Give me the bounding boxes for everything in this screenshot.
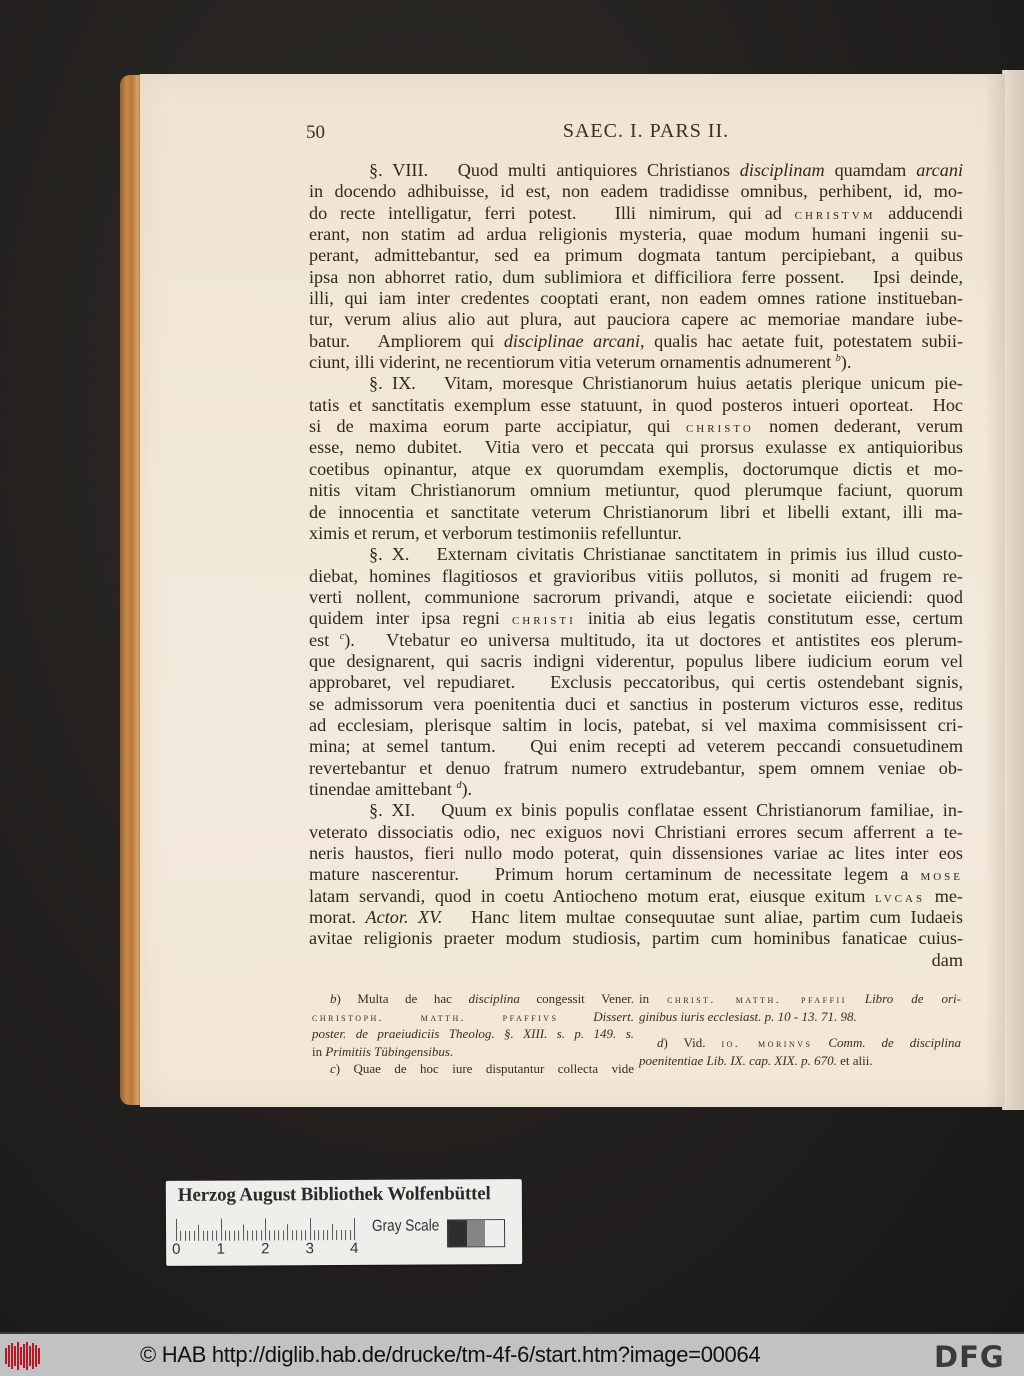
ruler-tick xyxy=(234,1231,235,1241)
text-line: dam xyxy=(931,949,963,970)
ruler-tick xyxy=(327,1230,328,1240)
text-line: diebat, homines flagitiosos et gravioribus vitiis pollutos, si moniti ad frugem re- xyxy=(309,565,963,586)
footnote-line: in christ. matth. pfaffii Libro de ori- xyxy=(639,991,961,1006)
footnotes-left-column xyxy=(312,990,634,1078)
footnotes-right-column xyxy=(639,990,961,1069)
ruler-tick xyxy=(314,1230,315,1240)
footnote-line: b) Multa de hac disciplina congessit Vener. xyxy=(330,991,634,1006)
text-line: ximis et rerum, et verborum testimoniis refelluntur. xyxy=(309,522,682,543)
gray-scale-label: Gray Scale xyxy=(371,1217,440,1235)
text-line: neris haustos, fieri nullo modo poterat, quin dissensiones variae ac lites inter eos xyxy=(309,843,963,863)
ruler-tick xyxy=(220,1219,221,1241)
ruler-tick xyxy=(318,1230,319,1240)
ruler-tick xyxy=(309,1218,310,1240)
ruler-tick xyxy=(305,1230,306,1240)
ruler-tick xyxy=(354,1218,355,1240)
ruler-label: 4 xyxy=(350,1239,359,1257)
ruler-label: 1 xyxy=(216,1240,226,1258)
ruler-tick xyxy=(296,1230,297,1240)
ruler-tick xyxy=(247,1231,248,1241)
ruler-tick xyxy=(176,1219,177,1241)
text-line: ciunt, illi viderint, ne recentiorum vitia veterum ornamentis adnumerent $^b$). xyxy=(309,352,852,373)
page-number: 50 xyxy=(306,122,325,143)
ruler-tick xyxy=(207,1231,208,1241)
text-line: §. X. Externam civitatis Christianae sanctitatem in primis ius illud custo- xyxy=(369,544,963,565)
text-line: §. XI. Quum ex binis populis conflatae essent Christianorum familiae, in- xyxy=(369,800,963,821)
gray-swatch xyxy=(485,1220,504,1246)
gray-swatch xyxy=(448,1220,467,1246)
book-page-edges xyxy=(120,75,142,1105)
text-line: verti nollent, communione sacrorum privandi, atque e societate eiiciendi: quod xyxy=(309,586,963,607)
text-line: morat. Actor. XV. Hanc litem multae consequutae sunt aliae, partim cum Iudaeis xyxy=(309,907,963,928)
running-head xyxy=(306,118,966,148)
footnote-line: christoph. matth. pfaffivs Dissert. xyxy=(312,1008,635,1024)
ruler-tick xyxy=(189,1231,190,1241)
text-line: latam servandi, quod in coetu Antiocheno motum erat, eiusque exitum lvcas me- xyxy=(309,885,963,906)
text-line: veterato dissociatis odio, nec exiguos novi Christiani errores secum afferrent a te- xyxy=(309,821,963,842)
ruler-tick xyxy=(212,1231,213,1241)
copyright-url[interactable]: © HAB http://diglib.hab.de/drucke/tm-4f-6/start.htm?image=00064 xyxy=(140,1342,761,1367)
ruler-label: 3 xyxy=(305,1240,315,1258)
ruler-tick xyxy=(301,1230,302,1240)
library-name: Herzog August Bibliothek Wolfenbüttel xyxy=(177,1183,491,1206)
text-line: avitae religionis praeter modum studiosis, partim cum hominibus fanaticae cuius- xyxy=(309,928,963,949)
ruler-tick xyxy=(292,1230,293,1240)
ruler-label: 2 xyxy=(261,1240,270,1258)
footnote-line: poenitentiae Lib. IX. cap. XIX. p. 670. et alii. xyxy=(639,1052,873,1068)
text-line: batur. Ampliorem qui disciplinae arcani, qualis hac aetate fuit, potestatem subii- xyxy=(309,330,964,351)
text-line: tinendae amittebant $^d$). xyxy=(309,778,473,799)
ruler-tick xyxy=(229,1231,230,1241)
ruler-tick xyxy=(345,1230,346,1240)
text-line: coetibus opinantur, atque ex quorumdam exemplis, doctorumque dictis et mo- xyxy=(309,458,963,479)
ruler-tick xyxy=(185,1231,186,1241)
ruler-tick xyxy=(180,1231,181,1241)
text-line: revertebantur et denuo fratrum numero extrudebantur, spem omnem veniae ob- xyxy=(309,757,963,778)
ruler-tick xyxy=(336,1230,337,1240)
ruler-tick xyxy=(287,1224,288,1240)
ruler-tick xyxy=(238,1231,239,1241)
ruler-tick xyxy=(194,1231,195,1241)
ruler-tick xyxy=(216,1231,217,1241)
text-line: §. VIII. Quod multi antiquiores Christianos disciplinam quamdam arcani xyxy=(369,160,963,180)
dfg-logo: DFG xyxy=(934,1340,1005,1374)
ruler-tick xyxy=(225,1231,226,1241)
gray-swatch xyxy=(467,1220,486,1246)
text-line: perant, admittebantur, sed ea primum dogmata tantum percipiebant, a quibus xyxy=(309,245,963,266)
ruler-tick xyxy=(332,1224,333,1240)
running-head-title: SAEC. I. PARS II. xyxy=(562,120,730,142)
text-line: tatis et sanctitatis exemplum esse statuunt, in quod posteros intueri oporteat. Hoc xyxy=(309,394,963,415)
text-line: nitis vitam Christianorum omnium metiuntur, quod plerumque faciunt, quorum xyxy=(309,480,963,501)
text-line: ipsa non abhorret ratio, dum sublimiora et difficiliora ferre possent. Ipsi deinde, xyxy=(309,266,963,287)
footer-bar xyxy=(0,1332,1024,1376)
text-line: mature nascerentur. Primum horum certaminum de necessitate legem a mose xyxy=(309,864,963,885)
gray-scale-swatches xyxy=(447,1219,505,1247)
ruler-tick xyxy=(243,1225,244,1241)
text-line: est $^c$). Vtebatur eo universa multitudo, ita ut doctores et antistites eos plerum- xyxy=(309,629,963,650)
body-text xyxy=(309,160,963,971)
text-line: si de maxima eorum parte accipiatur, qui christo nomen dederant, verum xyxy=(309,416,963,437)
ruler-tick xyxy=(256,1230,257,1240)
ruler-tick xyxy=(252,1230,253,1240)
text-line: que designarent, qui sacris indigni viderentur, populus libere iudicium eorum vel xyxy=(309,650,963,671)
text-line: do recte intelligatur, ferri potest. Illi nimirum, qui ad christvm adducendi xyxy=(309,202,964,223)
ruler-tick xyxy=(261,1230,262,1240)
text-line: in docendo adhibuisse, id est, non eadem tradidisse omnibus, perhibent, id, mo- xyxy=(309,181,963,202)
ruler-tick xyxy=(278,1230,279,1240)
text-line: ad ecclesiam, plerisque saltim in locis, patebat, si vel maxima commisissent cri- xyxy=(309,714,963,735)
text-line: se admissorum vera poenitentia duci et sanctius in posterum victuros esse, reditus xyxy=(309,693,963,714)
cm-ruler xyxy=(172,1218,362,1258)
ruler-tick xyxy=(265,1218,266,1240)
ruler-label: 0 xyxy=(172,1240,181,1258)
text-line: de innocentia et sanctitate veterum Christianorum libri et libelli extant, illi ma- xyxy=(309,501,963,522)
text-line: approbaret, vel repudiaret. Exclusis peccatoribus, qui certis ostendebant signis, xyxy=(309,672,963,693)
footnote-line: ginibus iuris ecclesiast. p. 10 - 13. 71. 98. xyxy=(639,1008,857,1024)
ruler-tick xyxy=(269,1230,270,1240)
ruler-tick xyxy=(350,1230,351,1240)
page-gutter-shadow xyxy=(985,74,1005,1107)
text-line: erant, non statim ad ardua religionis mysteria, quae modum humani ingenii su- xyxy=(309,224,963,245)
ruler-tick xyxy=(341,1230,342,1240)
ruler-tick xyxy=(274,1230,275,1240)
ruler-tick xyxy=(203,1231,204,1241)
color-scale-card xyxy=(166,1179,522,1266)
text-line: illi, qui iam inter credentes cooptati erant, non eadem omnes ratione institueban- xyxy=(309,288,963,309)
footnote-line xyxy=(639,1025,961,1034)
footnote-line: c) Quae de hoc iure disputantur collecta vide xyxy=(330,1061,634,1076)
text-line: §. IX. Vitam, moresque Christianorum huius aetatis plerique unicum pie- xyxy=(369,373,963,394)
footnotes xyxy=(312,990,964,1080)
hab-logo-icon xyxy=(5,1342,45,1370)
text-line: esse, nemo dubitet. Vitia vero et peccata qui prorsus exulasse ex antiquioribus xyxy=(309,437,963,458)
footnote-line: in Primitiis Tübingensibus. xyxy=(312,1043,454,1059)
ruler-tick xyxy=(283,1230,284,1240)
text-line: quidem inter ipsa regni christi initia ab eius legatis constitutum esse, certum xyxy=(309,608,963,629)
ruler-tick xyxy=(198,1225,199,1241)
footnote-line: poster. de praeiudiciis Theolog. §. XIII. s. p. 149. s. xyxy=(312,1026,634,1041)
text-line: tur, verum alius alio aut plura, aut pauciora capere ac memoriae mandare iube- xyxy=(309,309,963,330)
ruler-tick xyxy=(323,1230,324,1240)
footnote-line: d) Vid. io. morinvs Comm. de disciplina xyxy=(657,1035,961,1050)
text-line: mina; at semel tantum. Qui enim recepti ad veterem peccandi consuetudinem xyxy=(309,736,963,757)
